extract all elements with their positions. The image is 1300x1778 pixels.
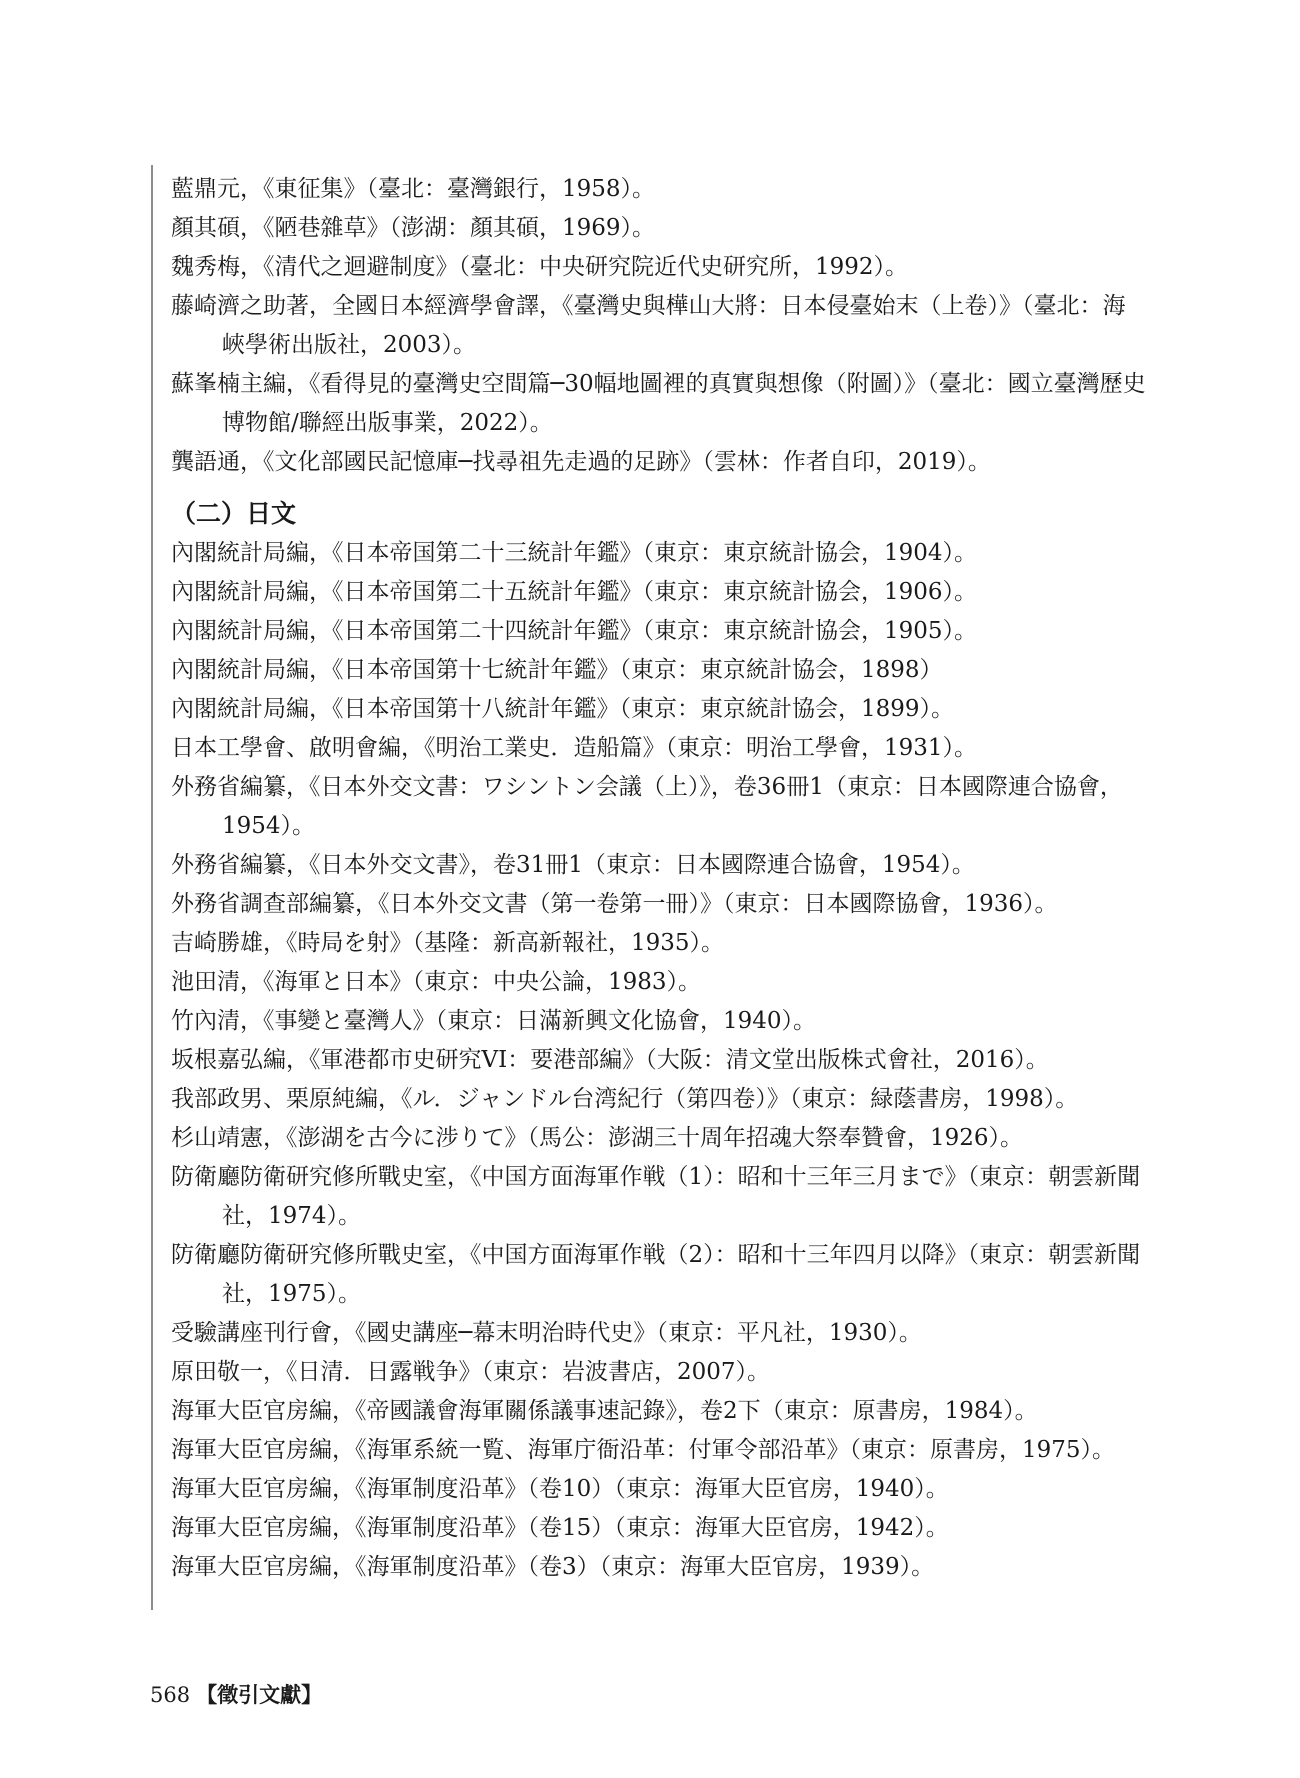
reference-entry: 顏其碩，《陋巷雜草》（澎湖：顏其碩，1969）。 (171, 215, 656, 241)
reference-entry: 蘇峯楠主編，《看得見的臺灣史空間篇─30幅地圖裡的真實與想像（附圖）》（臺北：國立臺灣歷史博物館/聯經出版事業，2022）。 (171, 371, 1146, 436)
reference-entry: 池田清，《海軍と日本》（東京：中央公論，1983）。 (171, 969, 702, 995)
reference-entry: 海軍大臣官房編，《海軍系統一覧、海軍庁衙沿革：付軍令部沿革》（東京：原書房，1975）。 (171, 1437, 1116, 1463)
reference-entry: 內閣統計局編，《日本帝国第二十三統計年鑑》（東京：東京統計協会，1904）。 (171, 540, 978, 566)
reference-entry: 內閣統計局編，《日本帝国第十七統計年鑑》（東京：東京統計協会，1898） (171, 657, 943, 683)
reference-entry: 竹內清，《事變と臺灣人》（東京：日滿新興文化協會，1940）。 (171, 1008, 817, 1034)
reference-entry: 外務省調查部編纂，《日本外交文書（第一卷第一冊）》（東京：日本國際協會，1936）。 (171, 891, 1058, 917)
reference-entry: 海軍大臣官房編，《帝國議會海軍關係議事速記錄》，卷2下（東京：原書房，1984）。 (171, 1398, 1038, 1424)
reference-entry: 藤崎濟之助著，全國日本經濟學會譯，《臺灣史與樺山大將：日本侵臺始末（上卷）》（臺北：海峽學術出版社，2003）。 (171, 293, 1126, 358)
reference-entry: 魏秀梅，《清代之迴避制度》（臺北：中央研究院近代史研究所，1992）。 (171, 254, 909, 280)
page-footer (150, 1680, 322, 1710)
reference-entry: 杉山靖憲，《澎湖を古今に涉りて》（馬公：澎湖三十周年招魂大祭奉贊會，1926）。 (171, 1125, 1024, 1151)
reference-entry: 日本工學會、啟明會編，《明治工業史．造船篇》（東京：明治工學會，1931）。 (171, 735, 978, 761)
reference-entry: 內閣統計局編，《日本帝国第二十四統計年鑑》（東京：東京統計協会，1905）。 (171, 618, 978, 644)
reference-entry: 藍鼎元，《東征集》（臺北：臺灣銀行，1958）。 (171, 176, 656, 202)
section-heading-japanese: （二）日文 (171, 499, 297, 528)
reference-entry: 海軍大臣官房編，《海軍制度沿革》（卷3）（東京：海軍大臣官房，1939）。 (171, 1554, 935, 1580)
reference-entry: 龔語通，《文化部國民記憶庫─找尋祖先走過的足跡》（雲林：作者自印，2019）。 (171, 449, 991, 475)
chinese-references (171, 170, 1146, 482)
reference-entry: 海軍大臣官房編，《海軍制度沿革》（卷15）（東京：海軍大臣官房，1942）。 (171, 1515, 949, 1541)
reference-entry: 外務省編纂，《日本外交文書：ワシントン会議（上）》，卷36冊1（東京：日本國際連合協會，1954）。 (171, 774, 1123, 839)
reference-entry: 防衛廳防衛研究修所戰史室，《中国方面海軍作戦（1）：昭和十三年三月まで》（東京：朝雲新聞社，1974）。 (171, 1164, 1141, 1229)
reference-entry: 內閣統計局編，《日本帝国第二十五統計年鑑》（東京：東京統計協会，1906）。 (171, 579, 978, 605)
reference-entry: 受驗講座刊行會，《國史講座─幕末明治時代史》（東京：平凡社，1930）。 (171, 1320, 922, 1346)
reference-entry: 原田敬一，《日清．日露戦争》（東京：岩波書店，2007）。 (171, 1359, 771, 1385)
reference-entry: 海軍大臣官房編，《海軍制度沿革》（卷10）（東京：海軍大臣官房，1940）。 (171, 1476, 949, 1502)
reference-entry: 外務省編纂，《日本外交文書》，卷31冊1（東京：日本國際連合協會，1954）。 (171, 852, 975, 878)
reference-entry: 我部政男、栗原純編，《ル．ジャンドル台湾紀行（第四卷）》（東京：緑蔭書房，1998）。 (171, 1086, 1079, 1112)
page-number: 568 (150, 1683, 191, 1707)
reference-entry: 內閣統計局編，《日本帝国第十八統計年鑑》（東京：東京統計協会，1899）。 (171, 696, 955, 722)
bibliography (171, 170, 1146, 1587)
reference-entry: 吉崎勝雄，《時局を射》（基隆：新高新報社，1935）。 (171, 930, 725, 956)
reference-entry: 防衛廳防衛研究修所戰史室，《中国方面海軍作戦（2）：昭和十三年四月以降》（東京：朝雲新聞社，1975）。 (171, 1242, 1141, 1307)
reference-entry: 坂根嘉弘編，《軍港都市史研究VI：要港部編》（大阪：清文堂出版株式會社，2016）。 (171, 1047, 1049, 1073)
japanese-references (171, 534, 1146, 1587)
margin-rule (151, 165, 153, 1610)
section-label: 【徵引文獻】 (196, 1682, 323, 1707)
